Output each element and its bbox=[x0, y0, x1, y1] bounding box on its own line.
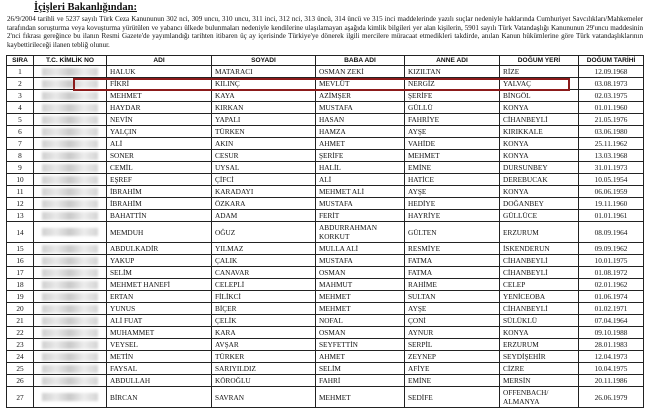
sira-cell: 20 bbox=[7, 303, 34, 315]
sira-cell: 27 bbox=[7, 387, 34, 408]
dogum-yeri-cell: SEYDİŞEHİR bbox=[500, 351, 579, 363]
anne-adi-cell: HEDİYE bbox=[405, 198, 500, 210]
tc-kimlik-cell bbox=[34, 363, 107, 375]
baba-adi-cell: OSMAN ZEKİ bbox=[316, 66, 405, 78]
dogum-yeri-cell: DURSUNBEY bbox=[500, 162, 579, 174]
dogum-yeri-cell: RİZE bbox=[500, 66, 579, 78]
anne-adi-cell: FAHRİYE bbox=[405, 114, 500, 126]
dogum-tarihi-cell: 03.06.1980 bbox=[579, 126, 644, 138]
adi-cell: SONER bbox=[107, 150, 212, 162]
adi-cell: MEMDUH bbox=[107, 222, 212, 243]
redacted-id-blur bbox=[42, 128, 98, 136]
dogum-yeri-cell: YALVAÇ bbox=[500, 78, 579, 90]
soyadi-cell: ÇALIK bbox=[212, 255, 316, 267]
table-row bbox=[7, 267, 644, 279]
redacted-id-blur bbox=[42, 116, 98, 124]
dogum-yeri-cell: DEREBUCAK bbox=[500, 174, 579, 186]
adi-cell: EŞREF bbox=[107, 174, 212, 186]
adi-cell: ALİ FUAT bbox=[107, 315, 212, 327]
adi-cell: ALİ bbox=[107, 138, 212, 150]
table-row bbox=[7, 102, 644, 114]
redacted-id-blur bbox=[42, 293, 98, 301]
dogum-tarihi-cell: 21.05.1976 bbox=[579, 114, 644, 126]
soyadi-cell: CELEPLİ bbox=[212, 279, 316, 291]
dogum-tarihi-cell: 19.11.1960 bbox=[579, 198, 644, 210]
dogum-tarihi-cell: 26.06.1979 bbox=[579, 387, 644, 408]
table-row bbox=[7, 351, 644, 363]
baba-adi-cell: ALİ bbox=[316, 174, 405, 186]
soyadi-cell: MATARACI bbox=[212, 66, 316, 78]
tc-kimlik-cell bbox=[34, 66, 107, 78]
table-row bbox=[7, 210, 644, 222]
baba-adi-cell: HALİL bbox=[316, 162, 405, 174]
soyadi-cell: ADAM bbox=[212, 210, 316, 222]
highlight-box bbox=[73, 78, 570, 91]
dogum-tarihi-cell: 08.09.1964 bbox=[579, 222, 644, 243]
anne-adi-cell: FATMA bbox=[405, 267, 500, 279]
table-row bbox=[7, 90, 644, 102]
baba-adi-cell: MUSTAFA bbox=[316, 255, 405, 267]
anne-adi-cell: KIZILTAN bbox=[405, 66, 500, 78]
soyadi-cell: SARIYILDIZ bbox=[212, 363, 316, 375]
sira-cell: 10 bbox=[7, 174, 34, 186]
redacted-id-blur bbox=[42, 281, 98, 289]
col-header-anne-adi: ANNE ADI bbox=[405, 56, 500, 66]
tc-kimlik-cell bbox=[34, 327, 107, 339]
tc-kimlik-cell bbox=[34, 351, 107, 363]
baba-adi-cell: MEHMET bbox=[316, 303, 405, 315]
soyadi-cell: KÖROĞLU bbox=[212, 375, 316, 387]
tc-kimlik-cell bbox=[34, 90, 107, 102]
redacted-id-blur bbox=[42, 68, 98, 76]
baba-adi-cell: AHMET bbox=[316, 138, 405, 150]
dogum-yeri-cell: GÜLLÜCE bbox=[500, 210, 579, 222]
sira-cell: 16 bbox=[7, 255, 34, 267]
anne-adi-cell: AYŞE bbox=[405, 126, 500, 138]
sira-cell: 2 bbox=[7, 78, 34, 90]
baba-adi-cell: HAMZA bbox=[316, 126, 405, 138]
anne-adi-cell: GÜLTEN bbox=[405, 222, 500, 243]
anne-adi-cell: MEHMET bbox=[405, 150, 500, 162]
redacted-id-blur bbox=[42, 317, 98, 325]
baba-adi-cell: MEHMET bbox=[316, 291, 405, 303]
adi-cell: İBRAHİM bbox=[107, 198, 212, 210]
redacted-id-blur bbox=[42, 269, 98, 277]
redacted-id-blur bbox=[42, 188, 98, 196]
redacted-id-blur bbox=[42, 329, 98, 337]
soyadi-cell: KAYA bbox=[212, 90, 316, 102]
redacted-id-blur bbox=[42, 393, 98, 401]
col-header-tc-kimlik-no: T.C. KİMLİK NO bbox=[34, 56, 107, 66]
dogum-yeri-cell: MERSİN bbox=[500, 375, 579, 387]
sira-cell: 18 bbox=[7, 279, 34, 291]
adi-cell: MEHMET HANEFİ bbox=[107, 279, 212, 291]
anne-adi-cell: VAHİDE bbox=[405, 138, 500, 150]
adi-cell: MUHAMMET bbox=[107, 327, 212, 339]
table-row bbox=[7, 363, 644, 375]
tc-kimlik-cell bbox=[34, 102, 107, 114]
sira-cell: 11 bbox=[7, 186, 34, 198]
dogum-tarihi-cell: 01.08.1972 bbox=[579, 267, 644, 279]
redacted-id-blur bbox=[42, 140, 98, 148]
baba-adi-cell: OSMAN bbox=[316, 267, 405, 279]
soyadi-cell: CANAVAR bbox=[212, 267, 316, 279]
table-row bbox=[7, 291, 644, 303]
baba-adi-cell: SELİM bbox=[316, 363, 405, 375]
table-row bbox=[7, 315, 644, 327]
anne-adi-cell: NERGİZ bbox=[405, 78, 500, 90]
soyadi-cell: KILINÇ bbox=[212, 78, 316, 90]
table-row bbox=[7, 114, 644, 126]
anne-adi-cell: RAHİME bbox=[405, 279, 500, 291]
col-header-dogum-tarihi: DOĞUM TARİHİ bbox=[579, 56, 644, 66]
anne-adi-cell: FATMA bbox=[405, 255, 500, 267]
redacted-id-blur bbox=[42, 365, 98, 373]
anne-adi-cell: SERPİL bbox=[405, 339, 500, 351]
redacted-id-blur bbox=[42, 104, 98, 112]
dogum-tarihi-cell: 28.01.1983 bbox=[579, 339, 644, 351]
adi-cell: HALUK bbox=[107, 66, 212, 78]
tc-kimlik-cell bbox=[34, 279, 107, 291]
dogum-tarihi-cell: 31.01.1973 bbox=[579, 162, 644, 174]
dogum-yeri-cell: KONYA bbox=[500, 327, 579, 339]
soyadi-cell: OĞUZ bbox=[212, 222, 316, 243]
adi-cell: İBRAHİM bbox=[107, 186, 212, 198]
dogum-tarihi-cell: 12.09.1968 bbox=[579, 66, 644, 78]
dogum-tarihi-cell: 03.08.1973 bbox=[579, 78, 644, 90]
baba-adi-cell: FAHRİ bbox=[316, 375, 405, 387]
sira-cell: 19 bbox=[7, 291, 34, 303]
tc-kimlik-cell bbox=[34, 150, 107, 162]
sira-cell: 17 bbox=[7, 267, 34, 279]
header-row bbox=[7, 56, 644, 66]
anne-adi-cell: HAYRİYE bbox=[405, 210, 500, 222]
dogum-yeri-cell: CİZRE bbox=[500, 363, 579, 375]
col-header-baba-adi: BABA ADI bbox=[316, 56, 405, 66]
dogum-yeri-cell: KONYA bbox=[500, 186, 579, 198]
soyadi-cell: ÇİFCİ bbox=[212, 174, 316, 186]
dogum-tarihi-cell: 10.01.1975 bbox=[579, 255, 644, 267]
sira-cell: 26 bbox=[7, 375, 34, 387]
adi-cell: CEMİL bbox=[107, 162, 212, 174]
soyadi-cell: TÜRKEN bbox=[212, 126, 316, 138]
dogum-tarihi-cell: 09.10.1988 bbox=[579, 327, 644, 339]
redacted-id-blur bbox=[42, 305, 98, 313]
anne-adi-cell: EMİNE bbox=[405, 375, 500, 387]
table-row bbox=[7, 303, 644, 315]
soyadi-cell: YAPALI bbox=[212, 114, 316, 126]
baba-adi-cell: OSMAN bbox=[316, 327, 405, 339]
table-row bbox=[7, 150, 644, 162]
tc-kimlik-cell bbox=[34, 375, 107, 387]
tc-kimlik-cell bbox=[34, 291, 107, 303]
sira-cell: 4 bbox=[7, 102, 34, 114]
adi-cell: YUNUS bbox=[107, 303, 212, 315]
adi-cell: ABDULKADİR bbox=[107, 243, 212, 255]
dogum-yeri-cell: BİNGÖL bbox=[500, 90, 579, 102]
sira-cell: 14 bbox=[7, 222, 34, 243]
soyadi-cell: ÇELİK bbox=[212, 315, 316, 327]
tc-kimlik-cell bbox=[34, 114, 107, 126]
table-row bbox=[7, 279, 644, 291]
table-row bbox=[7, 222, 644, 243]
adi-cell: BAHATTİN bbox=[107, 210, 212, 222]
tc-kimlik-cell bbox=[34, 126, 107, 138]
soyadi-cell: FİLİKCİ bbox=[212, 291, 316, 303]
table-row bbox=[7, 327, 644, 339]
dogum-tarihi-cell: 01.01.1961 bbox=[579, 210, 644, 222]
dogum-tarihi-cell: 09.09.1962 bbox=[579, 243, 644, 255]
dogum-tarihi-cell: 01.01.1960 bbox=[579, 102, 644, 114]
col-header-dogum-yeri: DOĞUM YERİ bbox=[500, 56, 579, 66]
adi-cell: YALÇIN bbox=[107, 126, 212, 138]
dogum-tarihi-cell: 10.05.1954 bbox=[579, 174, 644, 186]
redacted-id-blur bbox=[42, 176, 98, 184]
adi-cell: NEVİN bbox=[107, 114, 212, 126]
anne-adi-cell: ŞERİFE bbox=[405, 90, 500, 102]
dogum-tarihi-cell: 20.11.1986 bbox=[579, 375, 644, 387]
anne-adi-cell: RESMİYE bbox=[405, 243, 500, 255]
sira-cell: 13 bbox=[7, 210, 34, 222]
sira-cell: 12 bbox=[7, 198, 34, 210]
sira-cell: 7 bbox=[7, 138, 34, 150]
dogum-tarihi-cell: 07.04.1964 bbox=[579, 315, 644, 327]
dogum-tarihi-cell: 10.04.1975 bbox=[579, 363, 644, 375]
dogum-yeri-cell: KONYA bbox=[500, 138, 579, 150]
tc-kimlik-cell bbox=[34, 162, 107, 174]
col-header-adi: ADI bbox=[107, 56, 212, 66]
sira-cell: 22 bbox=[7, 327, 34, 339]
adi-cell: MEHMET bbox=[107, 90, 212, 102]
adi-cell: ERTAN bbox=[107, 291, 212, 303]
adi-cell: VEYSEL bbox=[107, 339, 212, 351]
col-header-soyadi: SOYADI bbox=[212, 56, 316, 66]
dogum-yeri-cell: ERZURUM bbox=[500, 339, 579, 351]
soyadi-cell: KARADAYI bbox=[212, 186, 316, 198]
anne-adi-cell: AYNUR bbox=[405, 327, 500, 339]
baba-adi-cell: AHMET bbox=[316, 351, 405, 363]
baba-adi-cell: MUSTAFA bbox=[316, 102, 405, 114]
table-row bbox=[7, 198, 644, 210]
announcement-text: 26/9/2004 tarihli ve 5237 sayılı Türk Ceza Kanununun 302 nci, 309 uncu, 310 uncu, 311 inci, 312 nci, 313 üncü, 314 üncü ve 315 inci maddelerinde yazılı suçlar nedeniyle haklarında Cumhuriyet Savcılıkları/Mahkemeler tarafından soruşturma veya kovuşturma yürütülen ve yabancı ülkede bulunmaları nedeniyle kendilerine ulaşılamayan aşağıda kimlik bilgileri yer alan kişilerin, 5901 sayılı Türk Vatandaşlığı Kanununun 29'uncu maddesinin 2'nci fıkrası gereğince bu ilanın Resmi Gazete'de yayımlandığı tarihten itibaren üç ay içerisinde Türkiye'ye dönerek ilgili mercilere müracaat etmedikleri takdirde, anılan Kanun hükümlerine göre Türk vatandaşlıklarının kaybettirileceği ilanen tebliğ olunur. bbox=[7, 15, 643, 50]
anne-adi-cell: AFİYE bbox=[405, 363, 500, 375]
adi-cell: ABDULLAH bbox=[107, 375, 212, 387]
baba-adi-cell: MEHMET ALİ bbox=[316, 186, 405, 198]
table-row bbox=[7, 387, 644, 408]
adi-cell: METİN bbox=[107, 351, 212, 363]
soyadi-cell: KARA bbox=[212, 327, 316, 339]
dogum-yeri-cell: CELEP bbox=[500, 279, 579, 291]
soyadi-cell: KIRKAN bbox=[212, 102, 316, 114]
redacted-id-blur bbox=[42, 212, 98, 220]
person-table bbox=[6, 55, 644, 408]
baba-adi-cell: FERİT bbox=[316, 210, 405, 222]
baba-adi-cell: MEVLÜT bbox=[316, 78, 405, 90]
soyadi-cell: AKIN bbox=[212, 138, 316, 150]
anne-adi-cell: SULTAN bbox=[405, 291, 500, 303]
baba-adi-cell: ABDURRAHMAN KORKUT bbox=[316, 222, 405, 243]
table-row bbox=[7, 255, 644, 267]
redacted-id-blur bbox=[42, 353, 98, 361]
soyadi-cell: BİÇER bbox=[212, 303, 316, 315]
table-body bbox=[7, 66, 644, 408]
sira-cell: 25 bbox=[7, 363, 34, 375]
dogum-yeri-cell: ERZURUM bbox=[500, 222, 579, 243]
soyadi-cell: SAVRAN bbox=[212, 387, 316, 408]
dogum-yeri-cell: OFFENBACH/ ALMANYA bbox=[500, 387, 579, 408]
table-row bbox=[7, 138, 644, 150]
sira-cell: 24 bbox=[7, 351, 34, 363]
dogum-yeri-cell: KONYA bbox=[500, 150, 579, 162]
sira-cell: 15 bbox=[7, 243, 34, 255]
sira-cell: 1 bbox=[7, 66, 34, 78]
col-header-sira: SIRA bbox=[7, 56, 34, 66]
dogum-yeri-cell: SÜLÜKLÜ bbox=[500, 315, 579, 327]
tc-kimlik-cell bbox=[34, 255, 107, 267]
tc-kimlik-cell bbox=[34, 387, 107, 408]
tc-kimlik-cell bbox=[34, 303, 107, 315]
adi-cell: FİKRİ bbox=[107, 78, 212, 90]
baba-adi-cell: MULLA ALİ bbox=[316, 243, 405, 255]
table-row bbox=[7, 186, 644, 198]
dogum-tarihi-cell: 01.02.1971 bbox=[579, 303, 644, 315]
adi-cell: HAYDAR bbox=[107, 102, 212, 114]
tc-kimlik-cell bbox=[34, 186, 107, 198]
dogum-yeri-cell: DOĞANBEY bbox=[500, 198, 579, 210]
dogum-yeri-cell: CİHANBEYLİ bbox=[500, 255, 579, 267]
baba-adi-cell: MEHMET bbox=[316, 387, 405, 408]
anne-adi-cell: HATİCE bbox=[405, 174, 500, 186]
table-row bbox=[7, 66, 644, 78]
baba-adi-cell: MAHMUT bbox=[316, 279, 405, 291]
page-heading: İçişleri Bakanlığından: bbox=[34, 2, 137, 13]
sira-cell: 8 bbox=[7, 150, 34, 162]
anne-adi-cell: ÇONİ bbox=[405, 315, 500, 327]
sira-cell: 5 bbox=[7, 114, 34, 126]
anne-adi-cell: SEDİFE bbox=[405, 387, 500, 408]
adi-cell: BİRCAN bbox=[107, 387, 212, 408]
dogum-yeri-cell: CİHANBEYLİ bbox=[500, 114, 579, 126]
anne-adi-cell: EMİNE bbox=[405, 162, 500, 174]
redacted-id-blur bbox=[42, 164, 98, 172]
dogum-yeri-cell: İSKENDERUN bbox=[500, 243, 579, 255]
sira-cell: 23 bbox=[7, 339, 34, 351]
redacted-id-blur bbox=[42, 228, 98, 236]
dogum-tarihi-cell: 01.06.1974 bbox=[579, 291, 644, 303]
redacted-id-blur bbox=[42, 152, 98, 160]
redacted-id-blur bbox=[42, 257, 98, 265]
tc-kimlik-cell bbox=[34, 267, 107, 279]
table-row bbox=[7, 174, 644, 186]
redacted-id-blur bbox=[42, 200, 98, 208]
adi-cell: FAYSAL bbox=[107, 363, 212, 375]
baba-adi-cell: SEYFETTİN bbox=[316, 339, 405, 351]
tc-kimlik-cell bbox=[34, 138, 107, 150]
baba-adi-cell: AZİMŞER bbox=[316, 90, 405, 102]
dogum-tarihi-cell: 25.11.1962 bbox=[579, 138, 644, 150]
sira-cell: 21 bbox=[7, 315, 34, 327]
soyadi-cell: AVŞAR bbox=[212, 339, 316, 351]
adi-cell: YAKUP bbox=[107, 255, 212, 267]
dogum-yeri-cell: YENİCEOBA bbox=[500, 291, 579, 303]
table-row bbox=[7, 126, 644, 138]
dogum-yeri-cell: KIRIKKALE bbox=[500, 126, 579, 138]
soyadi-cell: UYSAL bbox=[212, 162, 316, 174]
baba-adi-cell: HASAN bbox=[316, 114, 405, 126]
baba-adi-cell: MUSTAFA bbox=[316, 198, 405, 210]
dogum-tarihi-cell: 02.03.1975 bbox=[579, 90, 644, 102]
redacted-id-blur bbox=[42, 377, 98, 385]
table-row bbox=[7, 375, 644, 387]
anne-adi-cell: GÜLLÜ bbox=[405, 102, 500, 114]
sira-cell: 6 bbox=[7, 126, 34, 138]
dogum-yeri-cell: CİHANBEYLİ bbox=[500, 303, 579, 315]
table-row bbox=[7, 243, 644, 255]
soyadi-cell: ÖZKARA bbox=[212, 198, 316, 210]
tc-kimlik-cell bbox=[34, 243, 107, 255]
soyadi-cell: CESUR bbox=[212, 150, 316, 162]
dogum-tarihi-cell: 02.01.1962 bbox=[579, 279, 644, 291]
sira-cell: 9 bbox=[7, 162, 34, 174]
tc-kimlik-cell bbox=[34, 222, 107, 243]
dogum-tarihi-cell: 13.03.1968 bbox=[579, 150, 644, 162]
tc-kimlik-cell bbox=[34, 174, 107, 186]
dogum-tarihi-cell: 06.06.1959 bbox=[579, 186, 644, 198]
dogum-yeri-cell: CİHANBEYLİ bbox=[500, 267, 579, 279]
soyadi-cell: YILMAZ bbox=[212, 243, 316, 255]
baba-adi-cell: ŞERİFE bbox=[316, 150, 405, 162]
anne-adi-cell: AYŞE bbox=[405, 303, 500, 315]
tc-kimlik-cell bbox=[34, 198, 107, 210]
tc-kimlik-cell bbox=[34, 339, 107, 351]
adi-cell: SELİM bbox=[107, 267, 212, 279]
dogum-tarihi-cell: 12.04.1973 bbox=[579, 351, 644, 363]
soyadi-cell: TÜRKER bbox=[212, 351, 316, 363]
sira-cell: 3 bbox=[7, 90, 34, 102]
tc-kimlik-cell bbox=[34, 210, 107, 222]
redacted-id-blur bbox=[42, 92, 98, 100]
dogum-yeri-cell: KONYA bbox=[500, 102, 579, 114]
table-row bbox=[7, 162, 644, 174]
anne-adi-cell: AYŞE bbox=[405, 186, 500, 198]
table-header bbox=[7, 56, 644, 66]
tc-kimlik-cell bbox=[34, 315, 107, 327]
redacted-id-blur bbox=[42, 341, 98, 349]
baba-adi-cell: NOFAL bbox=[316, 315, 405, 327]
table-row bbox=[7, 339, 644, 351]
anne-adi-cell: ZEYNEP bbox=[405, 351, 500, 363]
redacted-id-blur bbox=[42, 245, 98, 253]
